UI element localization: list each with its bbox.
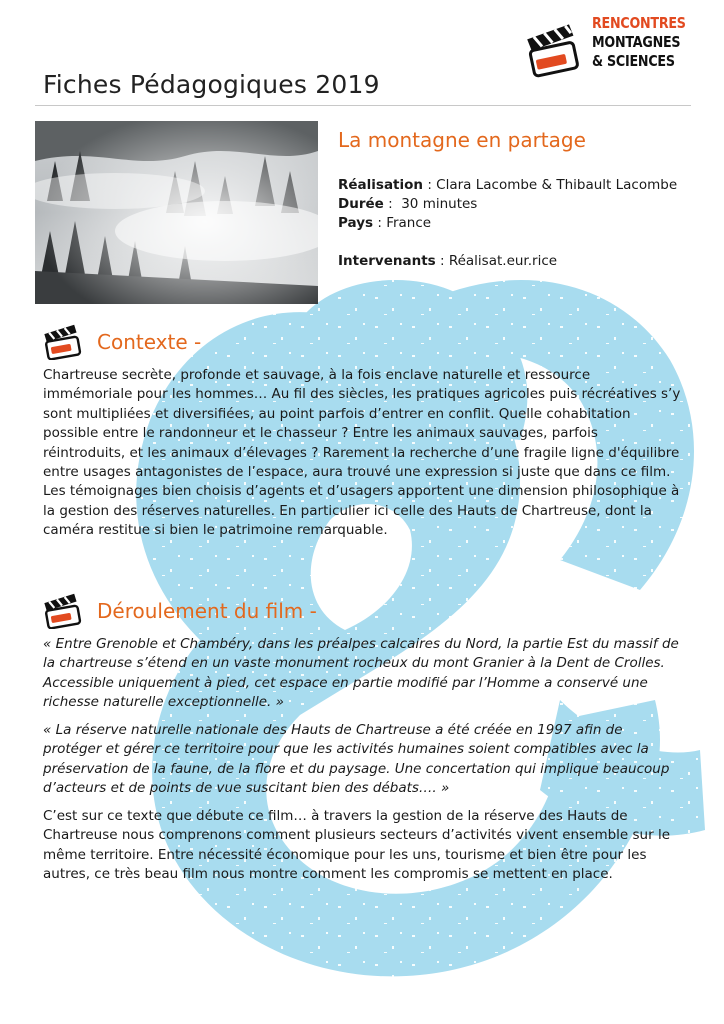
film-photo [35,121,318,304]
realisation-value: : Clara Lacombe & Thibault Lacombe [423,177,678,193]
contexte-heading [42,324,201,360]
intervenants-label: Intervenants [338,253,436,269]
deroulement-title: Déroulement du film - [97,599,317,623]
duree-row [338,195,688,214]
pays-label: Pays [338,215,374,231]
deroulement-quote-1: « Entre Grenoble et Chambéry, dans les préalpes calcaires du Nord, la partie Est du massif de la chartreuse s’étend en un vaste monument rocheux du mont Granier à la Dent de Crolles. Accessible uniquement à pied, cet espace en partie modifié par l’Homme a conservé une richesse naturelle exceptionnelle. » [43,636,679,711]
logo-line-2: MONTAGNES [592,33,681,51]
page-title: Fiches Pédagogiques 2019 [43,70,380,99]
clapperboard-icon [524,20,584,80]
contexte-title: Contexte - [97,330,202,354]
film-title: La montagne en partage [338,128,586,152]
clapperboard-icon [42,593,84,629]
clapperboard-icon [42,324,84,360]
contexte-body: Chartreuse secrète, profonde et sauvage, à la fois enclave naturelle et ressource immémoriale pour les hommes… Au fil des siècles, les pratiques agricoles puis récréatives s’y sont multipliées et diversifiées, au point parfois d’entrer en conflit. Quelle cohabitation possible entre le randonneur et le chasseur ? Entre les animaux sauvages, parfois réintroduits, et les animaux d’élevages ? Rarement la recherche d’une fragile ligne d'équilibre entre usages antagonistes de l’espace, aura trouvé une expression si juste que dans ce film. Les témoignages bien choisis d’agents et d’usagers apportent une dimension philosophique à la gestion des réserves naturelles. En particulier ici celle des Hauts de Chartreuse, dont la caméra restitue si bien le patrimoine remarquable. [43,367,681,539]
duree-value: : 30 minutes [383,196,478,212]
realisation-label: Réalisation [338,177,424,193]
intervenants-value: : Réalisat.eur.rice [435,253,558,269]
deroulement-quote-2: « La réserve naturelle nationale des Hauts de Chartreuse a été créée en 1997 afin de protéger et gérer ce territoire pour que les activités humaines soient compatibles avec la préservation de la faune, de la flore et du paysage. Une concertation qui implique beaucoup d’acteurs et de points de vue suscitant bien des débats…. » [43,722,670,797]
festival-logo [524,14,714,84]
pays-row [338,214,688,233]
logo-line-1: RENCONTRES [592,14,686,32]
logo-line-3: & SCIENCES [592,52,675,70]
header-divider [35,105,691,106]
pays-value: : France [373,215,432,231]
realisation-row [338,176,688,195]
duree-label: Durée [338,196,384,212]
film-info [338,176,688,271]
deroulement-heading [42,593,317,629]
deroulement-body: C’est sur ce texte que débute ce film… à travers la gestion de la réserve des Hauts de Chartreuse nous comprenons comment plusieurs secteurs d’activités vivent ensemble sur le même territoire. Entre nécessité économique pour les uns, tourisme et bien être pour les autres, ce très beau film nous montre comment les compromis se mettent en place. [43,808,671,883]
intervenants-row [338,252,688,271]
